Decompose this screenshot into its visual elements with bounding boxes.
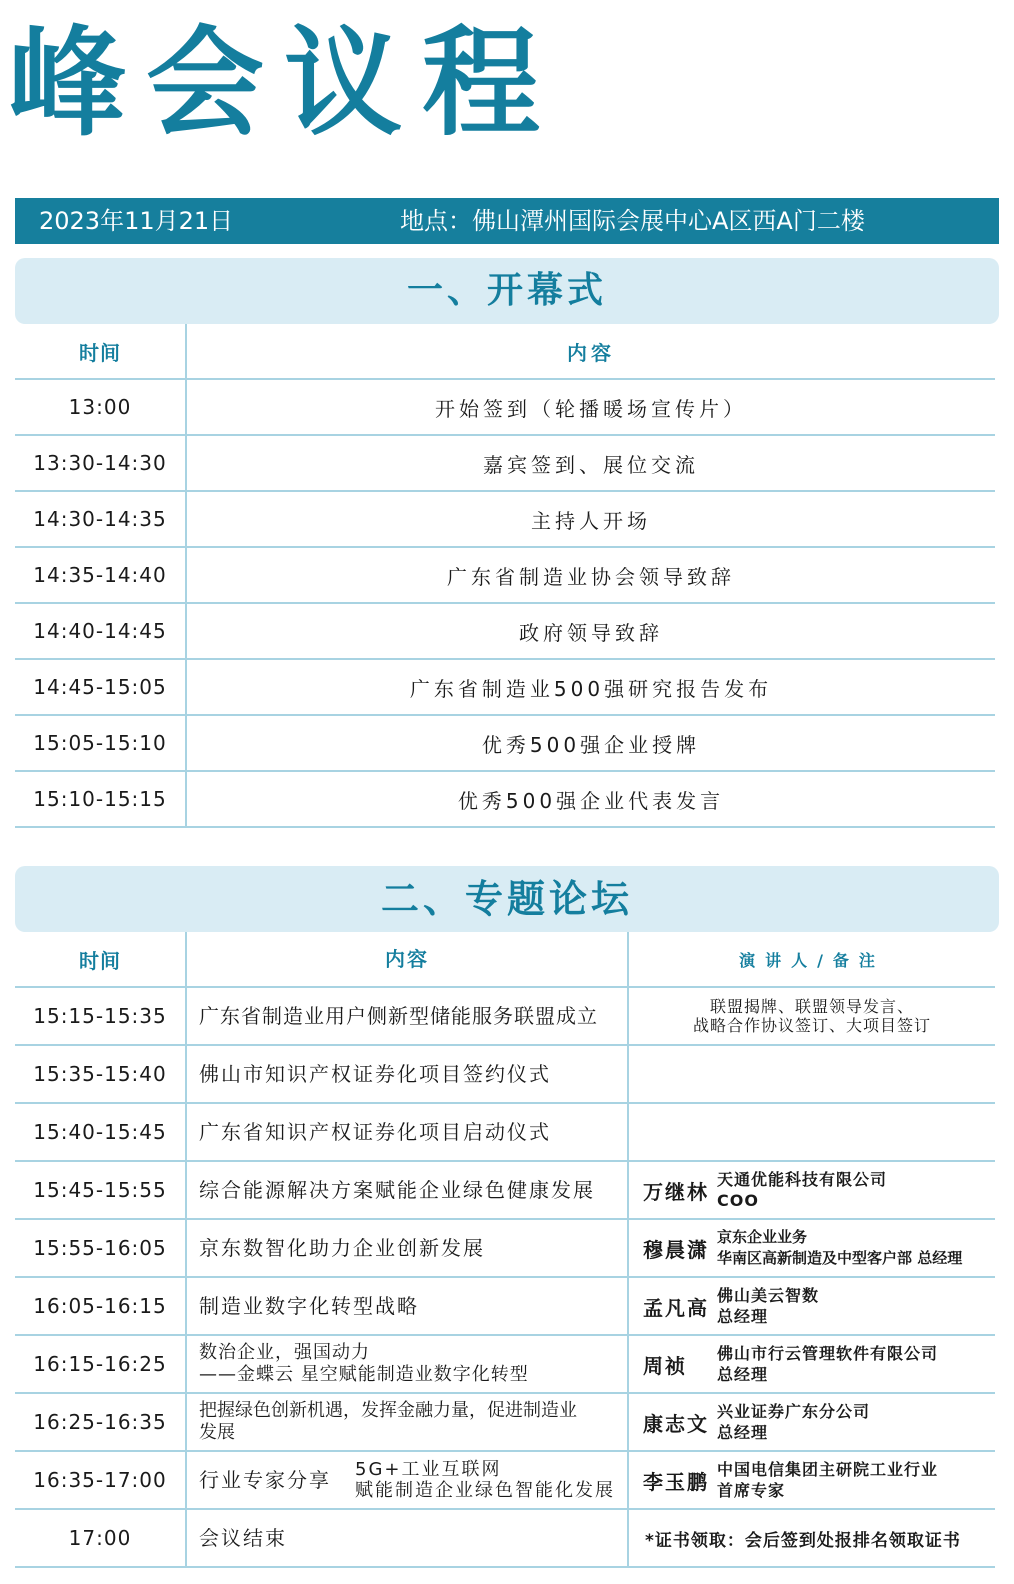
row-content: 优秀500强企业授牌 <box>481 732 701 757</box>
row-time: 16:15-16:25 <box>33 1352 167 1376</box>
table-row <box>15 988 995 1046</box>
row-content: 会议结束 <box>199 1526 287 1550</box>
table-header-row <box>15 324 995 380</box>
row-time: 14:40-14:45 <box>33 619 167 643</box>
row-content: 综合能源解决方案赋能企业绿色健康发展 <box>199 1178 595 1202</box>
speaker-org: 佛山市行云管理软件有限公司 <box>717 1344 939 1363</box>
table-row <box>15 1162 995 1220</box>
note-line: 战略合作协议签订、大项目签订 <box>692 1016 931 1035</box>
row-time: 16:25-16:35 <box>33 1410 167 1434</box>
speaker-org: 佛山美云智数 <box>717 1286 820 1305</box>
speaker-role: 华南区高新制造及中型客户部 总经理 <box>717 1249 963 1267</box>
table-row <box>15 772 995 828</box>
row-content: 广东省制造业协会领导致辞 <box>447 564 735 589</box>
page-title: 峰会议程 <box>8 14 561 152</box>
table-row <box>15 1278 995 1336</box>
content-lead: 行业专家分享 <box>199 1468 331 1492</box>
row-content: 制造业数字化转型战略 <box>199 1294 419 1318</box>
row-note <box>629 1510 995 1566</box>
speaker-name: 李玉鹏 <box>643 1469 709 1494</box>
section-heading-forum: 二、专题论坛 <box>15 866 999 932</box>
speaker-org: 兴业证券广东分公司 <box>717 1402 871 1421</box>
speaker-role: 总经理 <box>717 1365 769 1384</box>
table-row <box>15 604 995 660</box>
row-time: 17:00 <box>68 1526 132 1550</box>
row-time: 15:15-15:35 <box>33 1004 167 1028</box>
column-header-content: 内容 <box>385 947 429 971</box>
row-time: 15:40-15:45 <box>33 1120 167 1144</box>
speaker-cell <box>629 1220 995 1276</box>
speaker-cell <box>629 1278 995 1334</box>
speaker-cell <box>629 1162 995 1218</box>
content-line: 把握绿色创新机遇，发挥金融力量，促进制造业 <box>199 1400 577 1421</box>
table-row <box>15 1104 995 1162</box>
row-note <box>629 988 995 1044</box>
row-time: 15:35-15:40 <box>33 1062 167 1086</box>
event-venue: 地点：佛山潭州国际会展中心A区西A门二楼 <box>400 207 865 235</box>
speaker-org: 天通优能科技有限公司 <box>717 1170 888 1189</box>
table-row <box>15 436 995 492</box>
row-note <box>629 1046 995 1102</box>
speaker-cell <box>629 1336 995 1392</box>
row-time: 16:35-17:00 <box>33 1468 167 1492</box>
section-heading-opening: 一、开幕式 <box>15 258 999 324</box>
table-row <box>15 380 995 436</box>
row-time: 15:55-16:05 <box>33 1236 167 1260</box>
column-header-speaker: 演讲人/备注 <box>739 950 885 970</box>
row-content: 优秀500强企业代表发言 <box>457 788 725 813</box>
row-content: 广东省知识产权证券化项目启动仪式 <box>199 1120 551 1144</box>
row-content <box>187 1336 627 1392</box>
content-line: 发展 <box>199 1422 235 1443</box>
row-time: 15:10-15:15 <box>33 787 167 811</box>
note-line: 联盟揭牌、联盟领导发言、 <box>709 997 914 1016</box>
opening-agenda-table <box>15 324 995 828</box>
certificate-note: *证书领取：会后签到处报排名领取证书 <box>645 1530 961 1551</box>
row-content: 京东数智化助力企业创新发展 <box>199 1236 485 1260</box>
forum-agenda-table <box>15 932 995 1568</box>
speaker-name: 万继林 <box>643 1179 709 1204</box>
row-content: 嘉宾签到、展位交流 <box>483 452 699 477</box>
speaker-cell <box>629 1394 995 1450</box>
speaker-org: 京东企业业务 <box>717 1228 808 1246</box>
column-header-content: 内容 <box>567 340 615 365</box>
row-content: 政府领导致辞 <box>519 620 663 645</box>
row-time: 15:05-15:10 <box>33 731 167 755</box>
table-row <box>15 1510 995 1568</box>
row-time: 14:35-14:40 <box>33 563 167 587</box>
row-time: 14:30-14:35 <box>33 507 167 531</box>
table-row <box>15 1220 995 1278</box>
row-content <box>187 1452 627 1508</box>
table-row <box>15 548 995 604</box>
table-row <box>15 716 995 772</box>
table-row <box>15 1394 995 1452</box>
row-note <box>629 1104 995 1160</box>
speaker-role: COO <box>717 1191 759 1210</box>
row-time: 15:45-15:55 <box>33 1178 167 1202</box>
speaker-role: 总经理 <box>717 1423 769 1442</box>
row-time: 14:45-15:05 <box>33 675 167 699</box>
event-date: 2023年11月21日 <box>39 207 234 235</box>
speaker-name: 穆晨潇 <box>643 1237 709 1262</box>
content-line: 数治企业，强国动力 <box>199 1342 370 1363</box>
row-content <box>187 1394 627 1450</box>
speaker-name: 康志文 <box>643 1411 709 1436</box>
speaker-cell <box>629 1452 995 1508</box>
row-time: 13:30-14:30 <box>33 451 167 475</box>
table-row <box>15 1452 995 1510</box>
row-content: 开始签到（轮播暖场宣传片） <box>435 396 747 421</box>
table-row <box>15 1336 995 1394</box>
table-row <box>15 492 995 548</box>
table-row <box>15 1046 995 1104</box>
row-time: 16:05-16:15 <box>33 1294 167 1318</box>
speaker-role: 总经理 <box>717 1307 769 1326</box>
speaker-org: 中国电信集团主研院工业行业 <box>717 1460 939 1479</box>
row-content: 佛山市知识产权证券化项目签约仪式 <box>199 1062 551 1086</box>
column-header-time: 时间 <box>79 948 121 973</box>
row-content: 主持人开场 <box>531 508 651 533</box>
content-line: 5G+工业互联网 <box>355 1459 502 1480</box>
row-time: 13:00 <box>68 395 132 419</box>
row-content: 广东省制造业用户侧新型储能服务联盟成立 <box>199 1004 598 1028</box>
speaker-name: 孟凡高 <box>643 1295 709 1320</box>
speaker-name: 周祯 <box>643 1353 687 1378</box>
speaker-role: 首席专家 <box>717 1481 786 1500</box>
content-line: ——金蝶云 星空赋能制造业数字化转型 <box>199 1364 529 1385</box>
row-content: 广东省制造业500强研究报告发布 <box>409 676 773 701</box>
table-row <box>15 660 995 716</box>
column-header-time: 时间 <box>79 340 121 365</box>
table-header-row <box>15 932 995 988</box>
content-line: 赋能制造企业绿色智能化发展 <box>355 1480 615 1501</box>
info-bar <box>15 198 999 244</box>
